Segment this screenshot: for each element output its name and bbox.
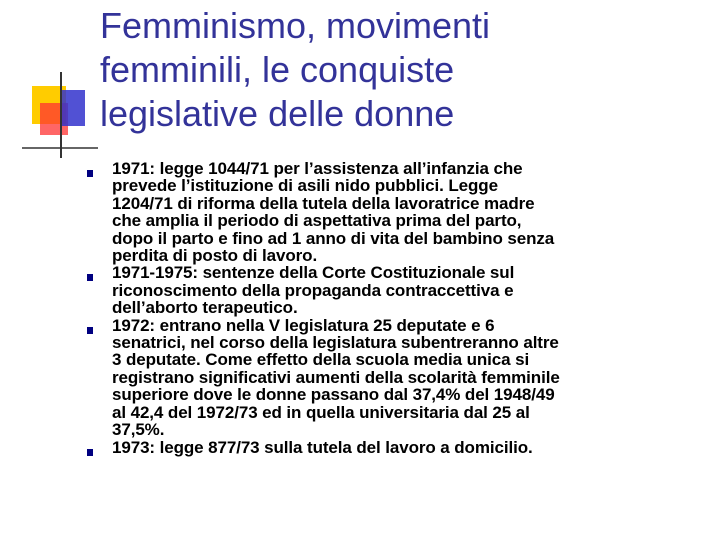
bullet-item bbox=[0, 439, 692, 456]
bullet-text-line: prevede l’istituzione di asili nido pubblici. Legge bbox=[112, 176, 498, 196]
bullet-text-line: dopo il parto e fino ad 1 anno di vita del bambino senza bbox=[112, 228, 555, 248]
bullet-text-line: che amplia il periodo di aspettativa prima del parto, bbox=[112, 211, 522, 231]
bullet-text-line: 3 deputate. Come effetto della scuola media unica si bbox=[112, 350, 530, 370]
bullet-text-line: 37,5%. bbox=[112, 420, 165, 440]
blue-square bbox=[61, 90, 85, 126]
bullet-item bbox=[0, 160, 692, 264]
title-line: femminili, le conquiste bbox=[100, 49, 455, 90]
decorative-squares-logo bbox=[0, 0, 110, 170]
bullet-list bbox=[0, 160, 720, 456]
square-bullet-icon bbox=[87, 274, 93, 281]
bullet-text-line: 1972: entrano nella V legislatura 25 deputate e 6 bbox=[112, 315, 495, 335]
square-bullet-icon bbox=[87, 327, 93, 334]
bullet-text-line: 1971-1975: sentenze della Corte Costituzionale sul bbox=[112, 263, 515, 283]
bullet-item bbox=[0, 317, 692, 439]
bullet-text-line: superiore dove le donne passano dal 37,4% del 1948/49 bbox=[112, 385, 555, 405]
bullet-text-line: perdita di posto di lavoro. bbox=[112, 246, 318, 266]
title-line: Femminismo, movimenti bbox=[100, 5, 491, 46]
bullet-text-line: riconoscimento della propaganda contraccettiva e bbox=[112, 280, 514, 300]
bullet-text-line: registrano significativi aumenti della scolarità femminile bbox=[112, 367, 560, 387]
square-bullet-icon bbox=[87, 449, 93, 456]
bullet-text-line: al 42,4 del 1972/73 ed in quella universitaria dal 25 al bbox=[112, 402, 530, 422]
bullet-text-line: 1971: legge 1044/71 per l’assistenza all’infanzia che bbox=[112, 159, 523, 178]
bullet-text-line: dell’aborto terapeutico. bbox=[112, 298, 298, 318]
bullet-text-line: 1204/71 di riforma della tutela della lavoratrice madre bbox=[112, 193, 535, 213]
title-line: legislative delle donne bbox=[100, 93, 455, 134]
bullet-text-line: 1973: legge 877/73 sulla tutela del lavoro a domicilio. bbox=[112, 437, 533, 457]
slide-title bbox=[100, 4, 710, 136]
bullet-text-line: senatrici, nel corso della legislatura subentreranno altre bbox=[112, 333, 559, 353]
square-bullet-icon bbox=[87, 170, 93, 177]
bullet-item bbox=[0, 264, 692, 316]
